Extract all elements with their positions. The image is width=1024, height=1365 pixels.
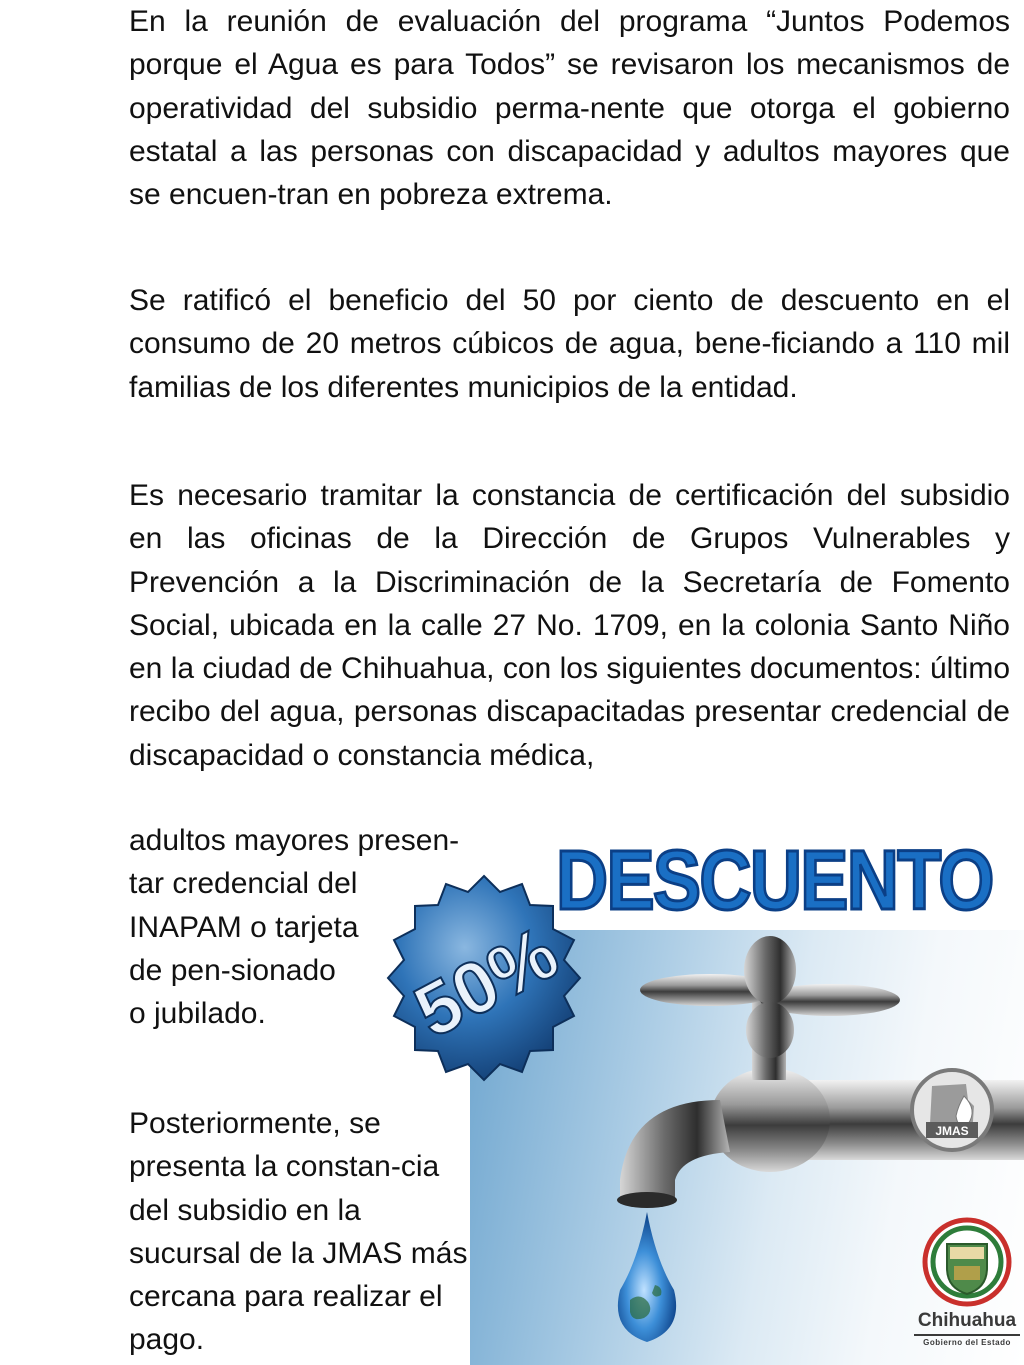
fifty-percent-badge (374, 868, 594, 1088)
discount-headline: DESCUENTO (556, 833, 993, 927)
requirements-rest: tar credencial del INAPAM o tarjeta de pen-sionado o jubilado. (129, 867, 359, 1031)
chihuahua-government-logo (914, 1216, 1020, 1362)
gov-logo-subtitle: Gobierno del Estado (914, 1334, 1020, 1347)
paragraph-requirements: Es necesario tramitar la constancia de certificación del subsidio en las oficinas de la Dirección de Grupos Vulnerables y Prevención a la Discriminación de la Secretaría de Fomento Social, ubicada en la calle 27 No. 1709, en la colonia Santo Niño en la ciudad de Chihuahua, con los siguientes documentos: último recibo del agua, personas discapacitadas presentar credencial de discapacidad o constancia médica, (129, 479, 1010, 772)
requirements-line: adultos mayores presen- (129, 824, 460, 857)
gov-logo-name: Chihuahua (917, 1310, 1017, 1331)
jmas-logo-text: JMAS (935, 1124, 969, 1138)
paragraph-intro: En la reunión de evaluación del programa “Juntos Podemos porque el Agua es para Todos” se revisaron los mecanismos de operatividad del subsidio perma-nente que otorga el gobierno estatal a las personas con discapacidad y adultos mayores que se encuen-tran en pobreza extrema. (129, 5, 1010, 212)
paragraph-benefit: Se ratificó el beneficio del 50 por ciento de descuento en el consumo de 20 metros cúbicos de agua, bene-ficiando a 110 mil familias de los diferentes municipios de la entidad. (129, 284, 1010, 404)
jmas-logo (908, 1066, 996, 1170)
badge-text: 50% (401, 910, 571, 1054)
paragraph-payment: Posteriormente, se presenta la constan-cia del subsidio en la sucursal de la JMAS más cercana para realizar el pago. (129, 1107, 468, 1357)
coat-of-arms-icon (914, 1216, 1020, 1308)
